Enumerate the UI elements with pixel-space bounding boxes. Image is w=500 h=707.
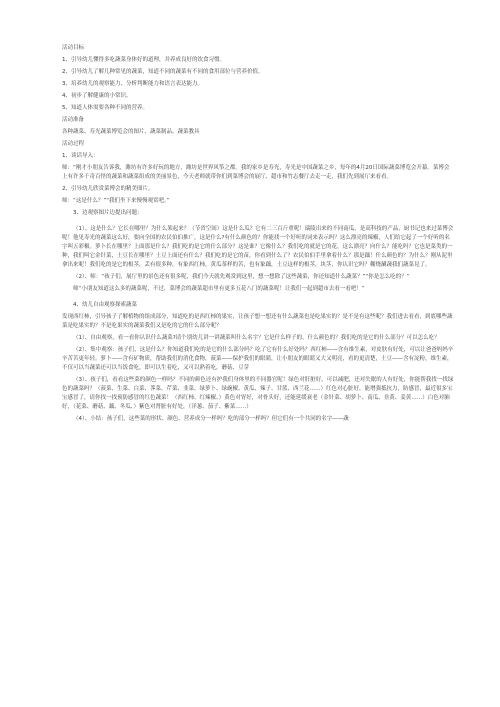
process-title: 活动过程 [62, 141, 85, 147]
step2-title: 2、引导幼儿欣赏菜博会的精美图片。 [62, 186, 154, 192]
teacher-remark: 师“小朋友知道这么多的蔬菜呢，不过，菜博会的蔬菜超市里有更多五花八门的蔬菜呢！让我们一起到超市去看一看吧！” [73, 286, 365, 292]
sub-step-1: （1）、自由观察，看一看你认识什么蔬菜?请个别幼儿讲一讲蔬菜叫什么名字？它是什么样子的，什么颜色的？我们吃的是它的什么部分？可以怎么吃？ [73, 335, 440, 341]
objective-item: 2、引导幼儿了解几种常见的蔬菜，知道不同的蔬菜有不同的食用部位与营养价值。 [62, 69, 264, 75]
sub-step-4: （4）、小结：孩子们，这些菜的形状、颜色、营养成分一样吗？吃的部分一样吗？但它们有一个共同的名字——蔬 [73, 416, 349, 422]
sub-step-3: （3）、孩子们，看看这些菜的颜色一样吗？不同的颜色还有护我们身体里的不同器官呢！绿色对肝脏好，可以减肥，还对失眠的人有好处，你能帮我找一找绿色的蔬菜吗？（菠菜、生菜、白菜、荠菜、芹菜、韭菜、绿萝卜、绿豌椒、黄瓜、辣子、甘蓝、西兰花……）红色对心脏好，能增强抵抗力，防感冒，最近很多宝宝感冒了，请你找一找预防感冒的红色蔬菜！（西红柿、红辣椒、）黄色对胃好，对骨头好，还能延缓衰老（金针菜、胡萝卜、南瓜、韭黄、姜黄……）白色对肺好，（花菜、蘑菇、藕、冬瓜、）紫色对肾脏有好处，（洋葱、茄子、紫菜……） [62, 377, 454, 410]
step2-text: 师：“这是什么？”“我们坐下来慢慢观赏吧。” [62, 198, 170, 204]
prep-title: 活动准备 [62, 117, 85, 123]
objective-item: 4、初步了解健康的小常识。 [62, 93, 132, 99]
step4-text: 发现西红柿，引导孩子了解植物的组成部分，知道吃的是西红柿的果实，让孩子想一想还有什么蔬菜也是吃果实的？是不是有这些呢？我们进去看看，到底哪些蔬菜是吃果实的？不是吃果实的蔬菜我们又是吃的它的什么部分呢？ [62, 314, 453, 329]
objective-item: 1、引导幼儿懂得多吃蔬菜身体好的道理，并养成良好的饮食习惯。 [62, 57, 226, 63]
objectives-title: 活动目标 [62, 45, 85, 51]
objective-item: 3、培养幼儿的观察能力、分析判断能力和语言表达能力。 [62, 81, 204, 87]
objective-item: 5、知道人体需要各种不同的营养。 [62, 105, 149, 111]
sub-step-2: （2）、集中观察：孩子们，这是什么？你知道我们吃的是它的什么部分吗？吃了它有什么好处吗？西红柿——含有维生素，对皮肤有好处，可以让爸爸妈妈辛辛苦苦更年轻。萝卜——含有矿物质，帮助我们的消化食物，菠菜——保护我们的眼睛，让小朋友的眼睛又大又明亮，看的更清楚，土豆——含有淀粉，维生素，不仅可以当蔬菜还可以当饭食吃，即可以生着吃，又可以熟着吃，蘑菇、豆芽 [62, 347, 454, 371]
document-body [62, 44, 454, 424]
question-1: （1）、这是什么？它长在哪里？为什么架起来？（节省空间）这是什么瓜？它有二三百斤重呢！瑞陵出来的不同南瓜，是高科技的产品，厨书记也来过菜博会呢！他见寿光的蔬菜这么好，要向全国的农民伯伯推广，这是什么?有什么颜色的？你能找一个好听的词来表示吗？这么漂亮的辣椒，人们给它起了一个好听的名字叫五彩椒。萝卜长在哪里？上面那是什么？我们吃的是它的什么部分？这是谁？它像什么？我们吃的就是它的花，这么漂亮？向什么？能吃吗？它也是菜类的一种，我们叫它金针菜，土豆长在哪里？土豆上面还有什么？我们吃的是它的苗，你看到什么了？农民伯伯手里拿着什么？那是藕！什么颜色的？为什么？刚从泥里拿出来呢！我们吃的是它的根茎，丢有很多种，有象西红柿，黄瓜茶样的苦，也有象藕，土豆这样的根茎，块茎，你认识它吗？糊烧涮蔬我们蔬菜見了。 [62, 226, 454, 268]
step1-text: 师：“刚才小朋友告诉我，潍坊有许多好玩的地方，潍坊是世界风筝之都。我的家乡是寿光，寿光是中国蔬菜之乡，每年的4月20日国际蔬菜博览会开幕。菜博会上有许多千奇百怪的蔬菜和蔬菜组成的美丽景色，今天老师就带你们到菜博会的展厅、超市和竹志餐厅去走一走，我们先到展厅来看看。 [62, 165, 450, 180]
prep-text: 各种蔬菜、寿光蔬菜博览会的图片、蔬菜制品、蔬菜教具 [62, 129, 200, 135]
question-2: （2）、师：“孩子们，展厅里的景色还有很多呢，我们今天就先观赏到这里，想一想除了这些蔬菜，你还知道什么蔬菜？”“你是怎么吃的？” [73, 274, 410, 280]
step3-title: 3、边观察图片边提出问题： [73, 210, 143, 216]
step4-title: 4、幼儿自由观察探索蔬菜 [73, 302, 138, 308]
step1-title: 1、谈话导入： [62, 153, 99, 159]
